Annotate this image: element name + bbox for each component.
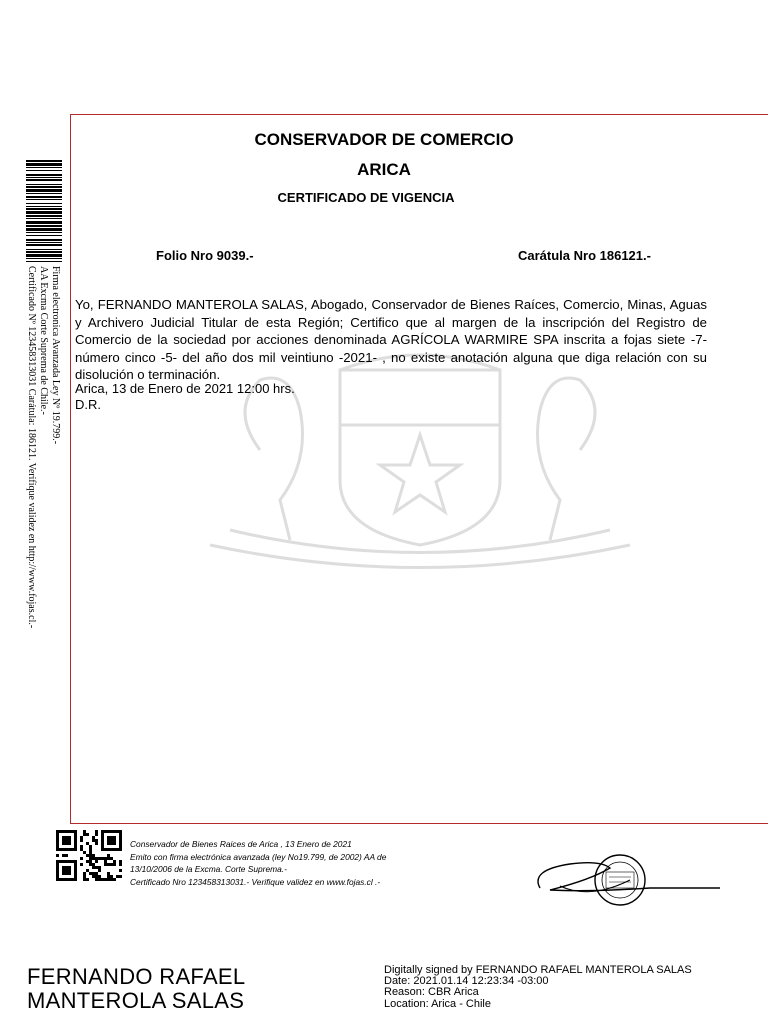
qr-code [56, 830, 122, 882]
handwritten-signature [530, 850, 725, 910]
digital-reason: Reason: CBR Arica [384, 986, 479, 999]
digital-signed-by: Digitally signed by FERNANDO RAFAEL MANTEROLA SALAS [384, 964, 692, 976]
digital-location: Location: Arica - Chile [384, 997, 491, 1010]
side-margin-line-3: Certificado Nº 123458313031 Carátula: 186121. Verifique validez en http://www.fojas.cl.- [26, 266, 37, 629]
footer-verification [130, 838, 478, 888]
side-margin-line-2: AA Excma Corte Suprema de Chile.- [38, 266, 49, 415]
place-date: Arica, 13 de Enero de 2021 12:00 hrs. [75, 381, 295, 396]
digital-signature-info [384, 965, 692, 1010]
footer-line-3: 13/10/2006 de la Excma. Corte Suprema.- [130, 864, 287, 874]
footer-line-2: Emito con firma electrónica avanzada (ley No19.799, de 2002) AA de [130, 851, 387, 862]
signer-name-line-1: FERNANDO RAFAEL [27, 964, 246, 989]
folio-number: Folio Nro 9039.- [156, 248, 254, 263]
document-title: CONSERVADOR DE COMERCIO [254, 130, 514, 149]
signer-name-line-2: MANTEROLA SALAS [27, 988, 245, 1013]
certificate-body: Yo, FERNANDO MANTEROLA SALAS, Abogado, Conservador de Bienes Raíces, Comercio, Minas, Aguas y Archivero Judicial Titular de esta Región; Certifico que al margen de la inscripción del Registro de Comercio de la sociedad por acciones denominada AGRÍCOLA WARMIRE SPA inscrita a fojas siete -7- número cinco -5- del año dos mil veintiuno -2021- , no existe anotación alguna que diga relación con su disolución o terminación. [75, 297, 707, 382]
document-city: ARICA [357, 160, 411, 179]
official-stamp-icon [595, 855, 645, 905]
closing-initials: D.R. [75, 397, 101, 412]
caratula-number: Carátula Nro 186121.- [518, 248, 651, 263]
digital-date: Date: 2021.01.14 12:23:34 -03:00 [384, 975, 549, 988]
footer-line-1: Conservador de Bienes Raices de Arica , 13 Enero de 2021 [130, 839, 352, 849]
document-subtitle: CERTIFICADO DE VIGENCIA [277, 190, 455, 205]
signer-name [27, 965, 245, 1013]
side-margin-text [27, 266, 63, 666]
side-margin-line-1: Firma electronica Avanzada Ley Nº 19.799.- [50, 266, 61, 445]
footer-line-4: Certificado Nro 123458313031.- Verifique validez en www.fojas.cl .- [130, 876, 381, 887]
